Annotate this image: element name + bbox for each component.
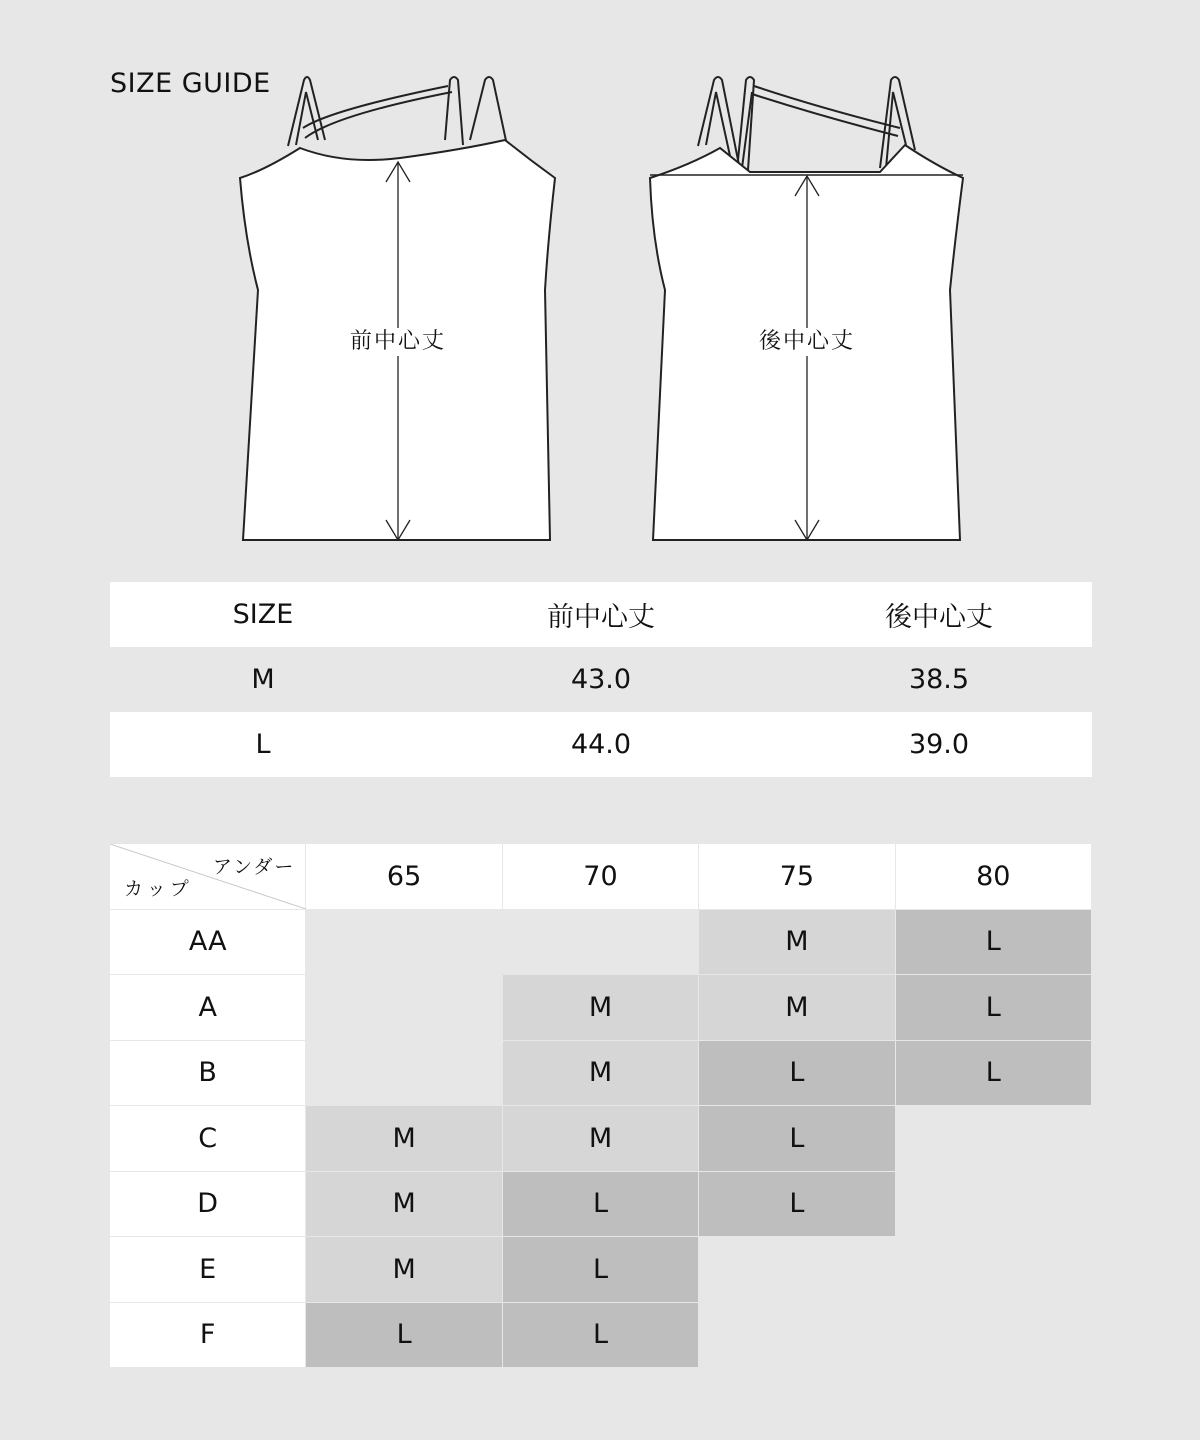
front-strap-right2 [470,77,508,150]
front-cross-strap-2 [305,92,452,138]
camisole-drawing [0,0,1200,560]
size-cell: M [306,1106,502,1172]
cup-size-table [110,844,1092,1368]
cup-row-header: C [110,1106,306,1172]
back-length-header: 後中心丈 [885,602,993,633]
size-table [110,582,1092,777]
back-length-cell: 38.5 [908,664,970,695]
size-cell: L [503,1237,699,1303]
size-cell: L [699,1041,895,1107]
size-cell: L [699,1106,895,1172]
size-table-header [110,582,1092,647]
size-cell: M [251,664,275,695]
size-cell: L [255,729,271,760]
size-cell: M [503,1106,699,1172]
under-header-75: 75 [699,844,895,910]
size-cell [699,1303,895,1369]
size-cell [306,910,502,976]
under-header-70: 70 [503,844,699,910]
cup-row-header: E [110,1237,306,1303]
back-length-label: 後中心丈 [758,329,856,354]
under-header-80: 80 [896,844,1092,910]
back-cross-strap-2 [752,94,898,136]
under-header-65: 65 [306,844,502,910]
cup-row-header: F [110,1303,306,1369]
cup-row-header: AA [110,910,306,976]
page-title: SIZE GUIDE [110,68,271,99]
size-cell [306,975,502,1041]
back-strap-mid1 [737,77,754,170]
size-cell [503,910,699,976]
cup-row-header: A [110,975,306,1041]
size-cell: L [896,975,1092,1041]
size-cell: M [306,1237,502,1303]
size-cell: M [503,975,699,1041]
back-cross-strap [754,86,900,128]
size-cell: M [306,1172,502,1238]
size-cell [896,1303,1092,1369]
size-cell: M [699,975,895,1041]
back-length-cell: 39.0 [908,729,970,760]
size-header: SIZE [232,599,294,630]
table-row [110,712,1092,777]
under-label: アンダー [212,856,296,878]
size-cell: M [503,1041,699,1107]
front-strap-left [288,77,325,146]
size-cell: L [503,1172,699,1238]
cup-row-header: B [110,1041,306,1107]
garment-illustration [0,0,1200,560]
size-cell [306,1041,502,1107]
front-length-cell: 43.0 [570,664,632,695]
table-corner [110,844,306,910]
cup-row-header: D [110,1172,306,1238]
size-cell [896,1106,1092,1172]
size-cell [699,1237,895,1303]
front-length-header: 前中心丈 [547,602,655,633]
size-cell [896,1237,1092,1303]
table-row [110,647,1092,712]
size-cell: L [896,1041,1092,1107]
size-cell: L [306,1303,502,1369]
size-cell: L [896,910,1092,976]
size-cell [896,1172,1092,1238]
cup-label: カップ [124,877,193,900]
front-length-label: 前中心丈 [349,329,447,354]
size-cell: M [699,910,895,976]
front-strap-right1 [445,77,463,145]
front-cross-strap [303,86,448,128]
front-length-cell: 44.0 [570,729,632,760]
size-cell: L [503,1303,699,1369]
size-cell: L [699,1172,895,1238]
